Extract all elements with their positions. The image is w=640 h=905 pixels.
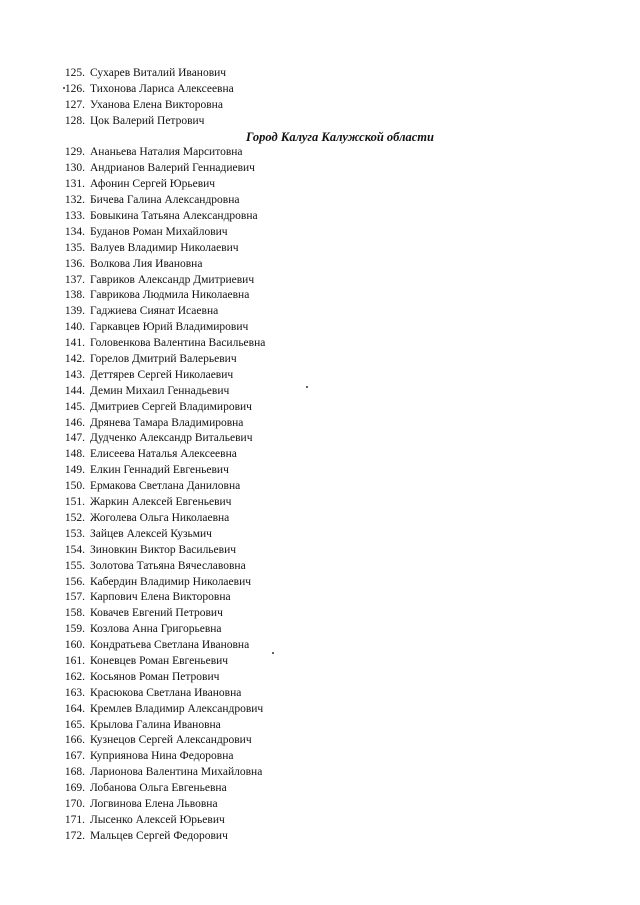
item-number: 157. (64, 591, 85, 604)
person-name: Крылова Галина Ивановна (90, 718, 221, 731)
list-item (0, 829, 640, 845)
item-number: 130. (64, 162, 85, 175)
person-name: Ермакова Светлана Даниловна (90, 480, 241, 493)
person-name: Ковачев Евгений Петрович (90, 607, 223, 620)
list-item (0, 66, 640, 82)
item-number: 155. (64, 559, 85, 572)
person-name: Гавриков Александр Дмитриевич (90, 273, 255, 286)
list-item (0, 813, 640, 829)
person-name: Бовыкина Татьяна Александровна (90, 210, 258, 223)
person-name: Логвинова Елена Львовна (90, 797, 218, 810)
item-number: 149. (64, 464, 85, 477)
item-number: 156. (64, 575, 85, 588)
list-item (0, 400, 640, 416)
person-name: Жоголева Ольга Николаевна (90, 511, 230, 524)
list-item (0, 606, 640, 622)
list-item (0, 98, 640, 114)
person-name: Козлова Анна Григорьевна (90, 623, 222, 636)
list-item (0, 82, 640, 98)
person-name: Жаркин Алексей Евгеньевич (90, 496, 232, 509)
person-name: Косьянов Роман Петрович (90, 670, 220, 683)
list-item (0, 479, 640, 495)
list-item (0, 463, 640, 479)
person-name: Красюкова Светлана Ивановна (90, 686, 242, 699)
item-number: 141. (64, 337, 85, 350)
scan-speck (272, 652, 274, 654)
list-item (0, 622, 640, 638)
person-name: Лобанова Ольга Евгеньевна (90, 782, 227, 795)
item-number: 151. (64, 496, 85, 509)
item-number: 145. (64, 400, 85, 413)
list-item (0, 447, 640, 463)
item-number: 166. (64, 734, 85, 747)
list-item (0, 686, 640, 702)
list-item (0, 416, 640, 432)
item-number: 169. (64, 782, 85, 795)
list-item (0, 638, 640, 654)
person-name: Дмитриев Сергей Владимирович (90, 400, 252, 413)
item-number: 146. (64, 416, 85, 429)
item-number: 126. (64, 82, 85, 95)
list-item (0, 384, 640, 400)
item-number: 137. (64, 273, 85, 286)
list-item (0, 527, 640, 543)
list-item (0, 177, 640, 193)
item-number: 136. (64, 257, 85, 270)
person-name: Гаджиева Сиянат Исаевна (90, 305, 219, 318)
person-name: Ларионова Валентина Михайловна (90, 766, 263, 779)
person-name: Золотова Татьяна Вячеславовна (90, 559, 246, 572)
person-name: Деттярев Сергей Николаевич (90, 368, 234, 381)
list-item (0, 575, 640, 591)
item-number: 131. (64, 178, 85, 191)
item-number: 139. (64, 305, 85, 318)
person-name: Валуев Владимир Николаевич (90, 241, 239, 254)
list-item (0, 495, 640, 511)
item-number: 129. (64, 146, 85, 159)
item-number: 134. (64, 225, 85, 238)
list-item (0, 257, 640, 273)
item-number: 132. (64, 194, 85, 207)
item-number: 161. (64, 654, 85, 667)
item-number: 160. (64, 639, 85, 652)
scan-speck (306, 386, 308, 388)
list-item (0, 193, 640, 209)
item-number: 168. (64, 766, 85, 779)
item-number: 140. (64, 321, 85, 334)
list-item (0, 368, 640, 384)
section-heading: Город Калуга Калужской области (246, 129, 434, 144)
item-number: 148. (64, 448, 85, 461)
list-item (0, 590, 640, 606)
scan-speck (63, 87, 65, 89)
list-item (0, 336, 640, 352)
person-name: Лысенко Алексей Юрьевич (90, 813, 225, 826)
person-name: Зайцев Алексей Кузьмич (90, 527, 212, 540)
list-item (0, 559, 640, 575)
list-item (0, 654, 640, 670)
item-number: 135. (64, 241, 85, 254)
list-item (0, 304, 640, 320)
list-item (0, 797, 640, 813)
item-number: 154. (64, 543, 85, 556)
person-name: Андрианов Валерий Геннадиевич (90, 162, 255, 175)
person-name: Цок Валерий Петрович (90, 114, 205, 127)
item-number: 150. (64, 480, 85, 493)
item-number: 162. (64, 670, 85, 683)
person-name: Гаврикова Людмила Николаевна (90, 289, 250, 302)
item-number: 133. (64, 210, 85, 223)
item-number: 158. (64, 607, 85, 620)
list-item (0, 670, 640, 686)
item-number: 172. (64, 829, 85, 842)
list-item (0, 288, 640, 304)
person-name: Елкин Геннадий Евгеньевич (90, 464, 229, 477)
list-item (0, 543, 640, 559)
person-name: Бичева Галина Александровна (90, 194, 240, 207)
person-name: Кондратьева Светлана Ивановна (90, 639, 250, 652)
member-list (0, 66, 640, 845)
person-name: Кремлев Владимир Александрович (90, 702, 264, 715)
list-item (0, 765, 640, 781)
person-name: Уханова Елена Викторовна (90, 98, 223, 111)
list-item (0, 209, 640, 225)
list-item (0, 320, 640, 336)
person-name: Кабердин Владимир Николаевич (90, 575, 252, 588)
list-item (0, 225, 640, 241)
person-name: Головенкова Валентина Васильевна (90, 337, 266, 350)
item-number: 159. (64, 623, 85, 636)
person-name: Ананьева Наталия Марситовна (90, 146, 243, 159)
list-item (0, 702, 640, 718)
list-item (0, 352, 640, 368)
item-number: 143. (64, 368, 85, 381)
person-name: Тихонова Лариса Алексеевна (90, 82, 234, 95)
person-name: Мальцев Сергей Федорович (90, 829, 228, 842)
item-number: 127. (64, 98, 85, 111)
person-name: Елисеева Наталья Алексеевна (90, 448, 237, 461)
person-name: Куприянова Нина Федоровна (90, 750, 234, 763)
list-item (0, 241, 640, 257)
list-item (0, 733, 640, 749)
item-number: 138. (64, 289, 85, 302)
item-number: 165. (64, 718, 85, 731)
item-number: 164. (64, 702, 85, 715)
item-number: 167. (64, 750, 85, 763)
person-name: Карпович Елена Викторовна (90, 591, 231, 604)
list-item (0, 273, 640, 289)
person-name: Демин Михаил Геннадьевич (90, 384, 230, 397)
person-name: Коневцев Роман Евгеньевич (90, 654, 229, 667)
person-name: Дрянева Тамара Владимировна (90, 416, 244, 429)
person-name: Зиновкин Виктор Васильевич (90, 543, 237, 556)
list-item (0, 161, 640, 177)
item-number: 153. (64, 527, 85, 540)
person-name: Афонин Сергей Юрьевич (90, 178, 216, 191)
item-number: 152. (64, 511, 85, 524)
list-item (0, 781, 640, 797)
list-item (0, 431, 640, 447)
person-name: Сухарев Виталий Иванович (90, 67, 227, 79)
item-number: 142. (64, 353, 85, 366)
item-number: 147. (64, 432, 85, 445)
person-name: Кузнецов Сергей Александрович (90, 734, 252, 747)
person-name: Буданов Роман Михайлович (90, 225, 228, 238)
person-name: Дудченко Александр Витальевич (90, 432, 253, 445)
item-number: 170. (64, 797, 85, 810)
list-item (0, 511, 640, 527)
item-number: 144. (64, 384, 85, 397)
list-item (0, 749, 640, 765)
person-name: Горелов Дмитрий Валерьевич (90, 353, 237, 366)
list-item (0, 718, 640, 734)
item-number: 125. (64, 67, 85, 79)
list-item (0, 114, 640, 130)
person-name: Волкова Лия Ивановна (90, 257, 203, 270)
item-number: 163. (64, 686, 85, 699)
item-number: 128. (64, 114, 85, 127)
person-name: Гаркавцев Юрий Владимирович (90, 321, 249, 334)
list-item (0, 145, 640, 161)
item-number: 171. (64, 813, 85, 826)
